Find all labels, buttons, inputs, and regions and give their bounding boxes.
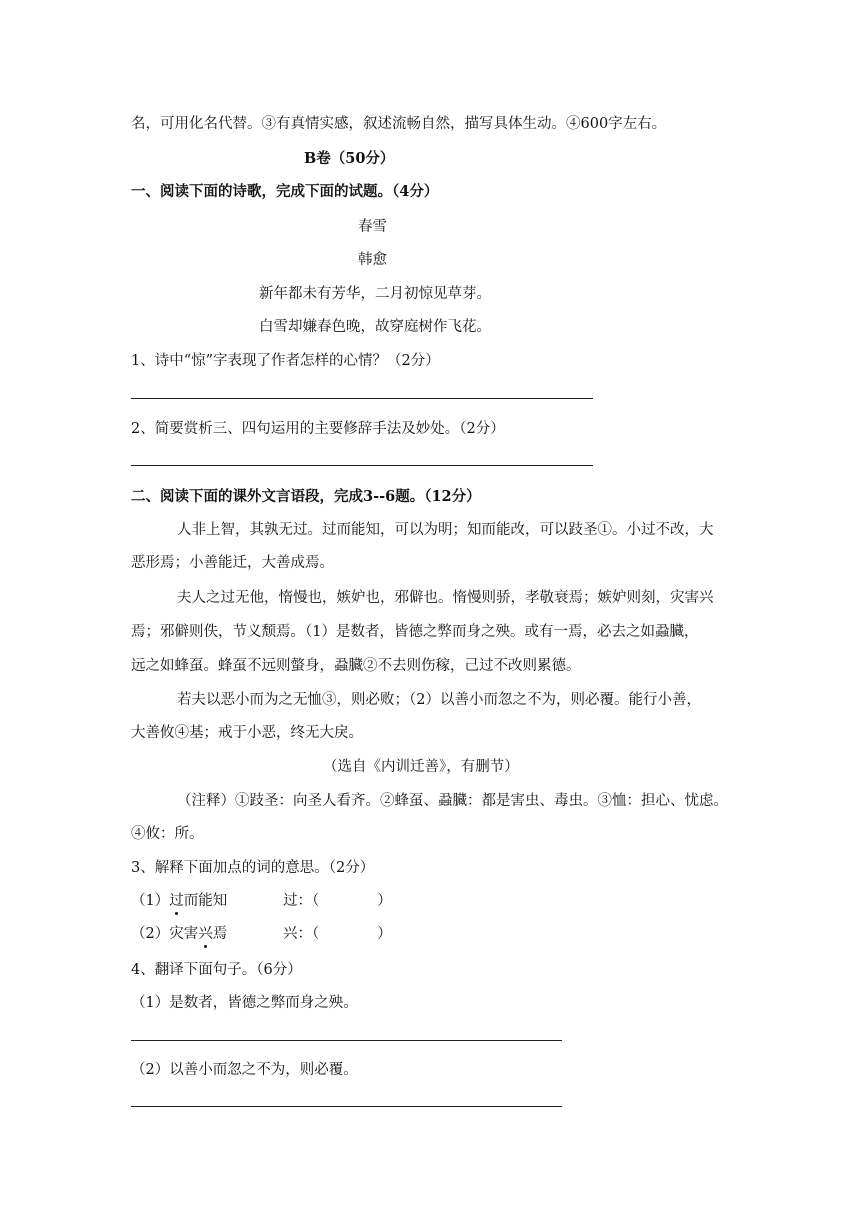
poem-line-2: 白雪却嫌春色晚，故穿庭树作飞花。 <box>259 319 491 335</box>
passage-p1-line1: 人非上智，其孰无过。过而能知，可以为明；知而能改，可以跂圣①。小过不改，大 <box>177 522 714 538</box>
question-3-item-2 <box>131 922 227 943</box>
answer-line-q4-2[interactable] <box>131 1106 562 1107</box>
passage-p1-line2: 恶形焉；小善能迁，大善成焉。 <box>131 555 334 571</box>
poem-line-1: 新年都未有芳华，二月初惊见草芽。 <box>259 286 491 302</box>
answer-line-q4-1[interactable] <box>131 1040 562 1041</box>
q3-1-suffix: 而能知 <box>183 893 228 909</box>
question-4-item-1: （1）是数者，皆德之弊而身之殃。 <box>131 995 358 1011</box>
q3-1-prefix: （1） <box>131 893 170 909</box>
q3-1-dotted-word: 过 <box>169 889 184 910</box>
question-3-answer-2[interactable]: 兴：（ ） <box>283 926 392 942</box>
notes-line2: ④攸：所。 <box>131 826 204 842</box>
question-3: 3、解释下面加点的词的意思。（2分） <box>131 860 375 876</box>
question-4-item-2: （2）以善小而忽之不为，则必覆。 <box>131 1062 358 1078</box>
question-2: 2、简要赏析三、四句运用的主要修辞手法及妙处。（2分） <box>131 421 505 437</box>
passage-source: （选自《内训迁善》，有删节） <box>323 759 519 775</box>
question-3-item-1 <box>131 889 227 910</box>
notes-line1: （注释）①跂圣：向圣人看齐。②蜂虿、蝨臓：都是害虫、毒虫。③恤：担心、忧虑。 <box>177 793 728 809</box>
essay-requirements-tail: 名，可用化名代替。③有真情实感，叙述流畅自然，描写具体生动。④600字左右。 <box>131 116 667 132</box>
passage-p2-line3: 远之如蜂虿。蜂虿不远则螫身，蝨臓②不去则伤稼，己过不改则累德。 <box>131 658 581 674</box>
answer-line-q1[interactable] <box>131 398 593 399</box>
passage-p2-line1: 夫人之过无他，惰慢也，嫉妒也，邪僻也。惰慢则骄，孝敬衰焉；嫉妒则刻，灾害兴 <box>177 590 714 606</box>
q3-2-prefix: （2）灾害 <box>131 926 199 942</box>
question-4: 4、翻译下面句子。（6分） <box>131 962 302 978</box>
passage-p3-line2: 大善攸④基；戒于小恶，终无大戾。 <box>131 725 363 741</box>
passage-p3-line1: 若夫以恶小而为之无恤③，则必败；（2）以善小而忽之不为，则必覆。能行小善， <box>177 692 701 708</box>
question-3-answer-1[interactable]: 过：（ ） <box>283 893 392 909</box>
question-1: 1、诗中“惊”字表现了作者怎样的心情？（2分） <box>131 353 440 369</box>
part1-heading: 一、阅读下面的诗歌，完成下面的试题。（4分） <box>131 183 439 200</box>
poem-author: 韩愈 <box>358 252 387 268</box>
passage-p2-line2: 焉；邪僻则佚，节义颓焉。（1）是数者，皆德之弊而身之殃。或有一焉，必去之如蝨臓， <box>131 624 699 640</box>
q3-2-dotted-word: 兴 <box>198 922 213 943</box>
poem-title: 春雪 <box>358 219 387 235</box>
answer-line-q2[interactable] <box>131 465 593 466</box>
q3-2-suffix: 焉 <box>212 926 228 942</box>
part2-heading: 二、阅读下面的课外文言语段，完成3--6题。（12分） <box>131 488 481 505</box>
section-b-title: B卷（50分） <box>304 150 395 167</box>
